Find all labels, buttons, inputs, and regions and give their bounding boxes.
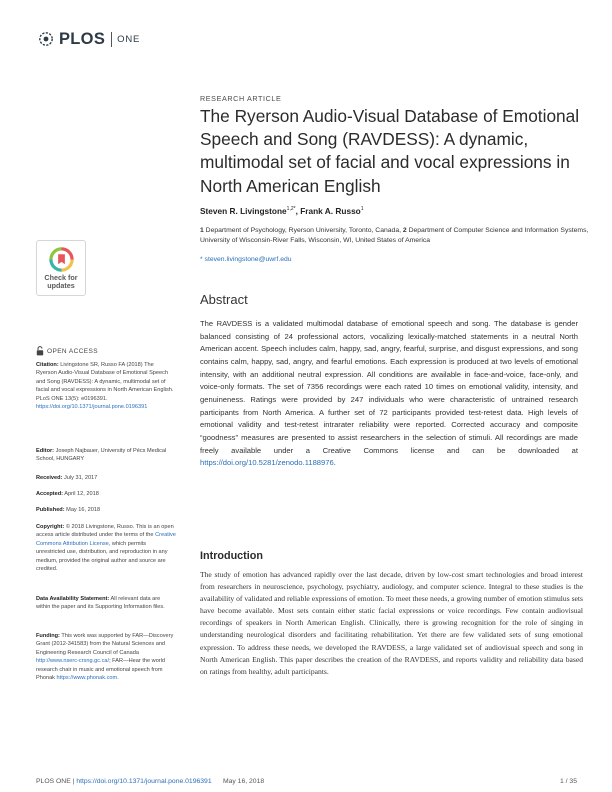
section-label: RESEARCH ARTICLE: [200, 94, 282, 103]
data-availability-text: All relevant data are within the paper and its Supporting Information files.: [36, 596, 165, 611]
open-access-text: OPEN ACCESS: [47, 347, 98, 355]
citation-text: Livingstone SR, Russo FA (2018) The Ryerson Audio-Visual Database of Emotional Speech and Song (RAVDESS): A dynamic, multimodal set of facial and vocal expressions in North American English. PLoS ONE 13(5): e0196391.: [36, 362, 174, 402]
corresponding-email: [200, 256, 292, 263]
license-link[interactable]: Creative Commons Attribution License: [36, 532, 176, 547]
introduction-text: The study of emotion has advanced rapidly over the last decade, driven by low-cost smart technologies and broad interest from researchers in neuroscience, psychology, psychiatry, audiology, and computer science. Integral to these studies is the availability of validated and reliable expressions of emotion. To meet these needs, a growing number of emotion stimulus sets have become available. Most sets contain either static facial expressions or voice recordings. Few contain audiovisual recordings of speakers in North American English. Clinically, there is growing recognition for the role of singing in understanding neurological disorders and facilitating rehabilitation. Yet there are few validated sets of sung emotional expression. To address these needs, we developed the RAVDESS, a large validated set of audiovisual speech and song in North American English. This paper describes the creation of the RAVDESS, and reports validity and reliability data based on ratings from healthy, adult participants.: [200, 570, 583, 676]
author-name[interactable]: Steven R. Livingstone: [200, 206, 287, 216]
badge-label: [44, 274, 77, 291]
data-availability-label: Data Availability Statement:: [36, 596, 110, 602]
funding-label: Funding:: [36, 633, 60, 639]
author-separator: ,: [295, 206, 301, 216]
abstract-body: The RAVDESS is a validated multimodal database of emotional speech and song. The database is gender balanced consisting of 24 professional actors, vocalizing lexically-matched statements in a neutral North American accent. Speech includes calm, happy, sad, angry, fearful, surprise, and disgust expressions, and song contains calm, happy, sad, angry, and fearful emotions. Each expression is produced at two levels of emotional intensity, with an additional neutral expression. All conditions are available in face-and-voice, face-only, and voice-only formats. The set of 7356 recordings were each rated 10 times on emotional validity, intensity, and genuineness. Ratings were provided by 247 individuals who were characteristic of untrained research participants from North America. A further set of 72 participants provided test-retest data. High levels of emotional validity and test-retest intrarater reliability were reported. Corrected accuracy and composite “goodness” measures are presented to assist researchers in the selection of stimuli. All recordings are made freely available under a Creative Commons license and can be downloaded at: [200, 319, 578, 455]
badge-label-line1: Check for: [44, 273, 78, 282]
copyright-block: [36, 523, 176, 573]
footer-separator: |: [72, 778, 75, 785]
abstract-heading: Abstract: [200, 292, 248, 307]
affiliation-number: 2: [402, 227, 407, 234]
accepted-block: [36, 490, 176, 498]
citation-label: Citation:: [36, 362, 59, 368]
abstract-end: .: [333, 458, 336, 468]
affiliation-text: Department of Computer Science and Information Systems, University of Wisconsin-River Falls, Wisconsin, WI, United States of America: [200, 227, 589, 245]
open-lock-icon: [36, 346, 44, 356]
accepted-date: April 12, 2018: [64, 491, 99, 497]
logo-divider: [111, 32, 112, 47]
received-date: July 31, 2017: [64, 475, 98, 481]
data-availability-block: [36, 595, 176, 612]
editor-label: Editor:: [36, 448, 55, 454]
affiliation-text: Department of Psychology, Ryerson University, Toronto, Canada,: [205, 227, 401, 234]
footer-left: [36, 778, 264, 785]
email-link[interactable]: steven.livingstone@uwrf.edu: [204, 256, 292, 263]
funding-link-phonak[interactable]: https://www.phonak.com: [56, 675, 118, 682]
funding-block: [36, 632, 176, 682]
footer-page-number: 1 / 35: [559, 778, 577, 785]
footer-journal: PLOS ONE: [36, 778, 71, 785]
introduction-heading: Introduction: [200, 550, 263, 562]
affiliation-number: 1: [200, 227, 204, 234]
author-affiliation-sup: 1,2*: [286, 206, 296, 213]
plos-one-logo: [36, 29, 140, 49]
accepted-label: Accepted:: [36, 491, 64, 497]
author-list: [200, 206, 364, 216]
article-title: The Ryerson Audio-Visual Database of Emotional Speech and Song (RAVDESS): A dynamic, multimodal set of facial and vocal expressions in North American English: [200, 106, 580, 196]
badge-label-line2: updates: [47, 281, 75, 291]
plos-dots-icon: [36, 29, 56, 49]
abstract-doi-link[interactable]: https://doi.org/10.5281/zenodo.1188976: [200, 458, 334, 468]
funding-link-nserc[interactable]: http://www.nserc-crsng.gc.ca/: [36, 658, 110, 665]
published-block: [36, 506, 176, 514]
footer-date: May 16, 2018: [222, 778, 265, 785]
citation-block: [36, 361, 176, 411]
editor-text: Joseph Najbauer, University of Pécs Medical School, HUNGARY: [36, 448, 167, 463]
citation-doi-link[interactable]: https://doi.org/10.1371/journal.pone.0196391: [36, 404, 148, 411]
editor-block: [36, 447, 176, 464]
copyright-text: © 2018 Livingstone, Russo. This is an open access article distributed under the terms of the: [36, 524, 174, 539]
copyright-label: Copyright:: [36, 524, 65, 530]
copyright-text-end: , which permits unrestricted use, distribution, and reproduction in any medium, provided the original author and source are credited.: [36, 540, 168, 573]
funding-text-2: ; FAR—Hear the world research chair in music and emotional speech from Phonak: [36, 658, 166, 682]
received-label: Received:: [36, 475, 63, 481]
check-updates-icon: [49, 247, 74, 272]
abstract-text: [200, 318, 578, 470]
author-name[interactable]: Frank A. Russo: [300, 206, 361, 216]
published-date: May 16, 2018: [66, 507, 101, 513]
logo-journal: ONE: [117, 33, 141, 45]
open-access-label: [36, 346, 98, 356]
logo-brand: PLOS: [59, 29, 106, 48]
check-for-updates-badge[interactable]: [36, 240, 86, 296]
affiliations: [200, 226, 595, 247]
author-affiliation-sup: 1: [360, 206, 364, 213]
published-label: Published:: [36, 507, 65, 513]
corresponding-star: *: [200, 256, 203, 263]
footer-doi-link[interactable]: https://doi.org/10.1371/journal.pone.0196391: [76, 778, 212, 785]
received-block: [36, 474, 176, 482]
funding-text: This work was supported by FAR—Discovery Grant (2012-341583) from the Natural Sciences and Engineering Research Council of Canada: [36, 633, 174, 656]
funding-text-3: .: [117, 675, 119, 682]
